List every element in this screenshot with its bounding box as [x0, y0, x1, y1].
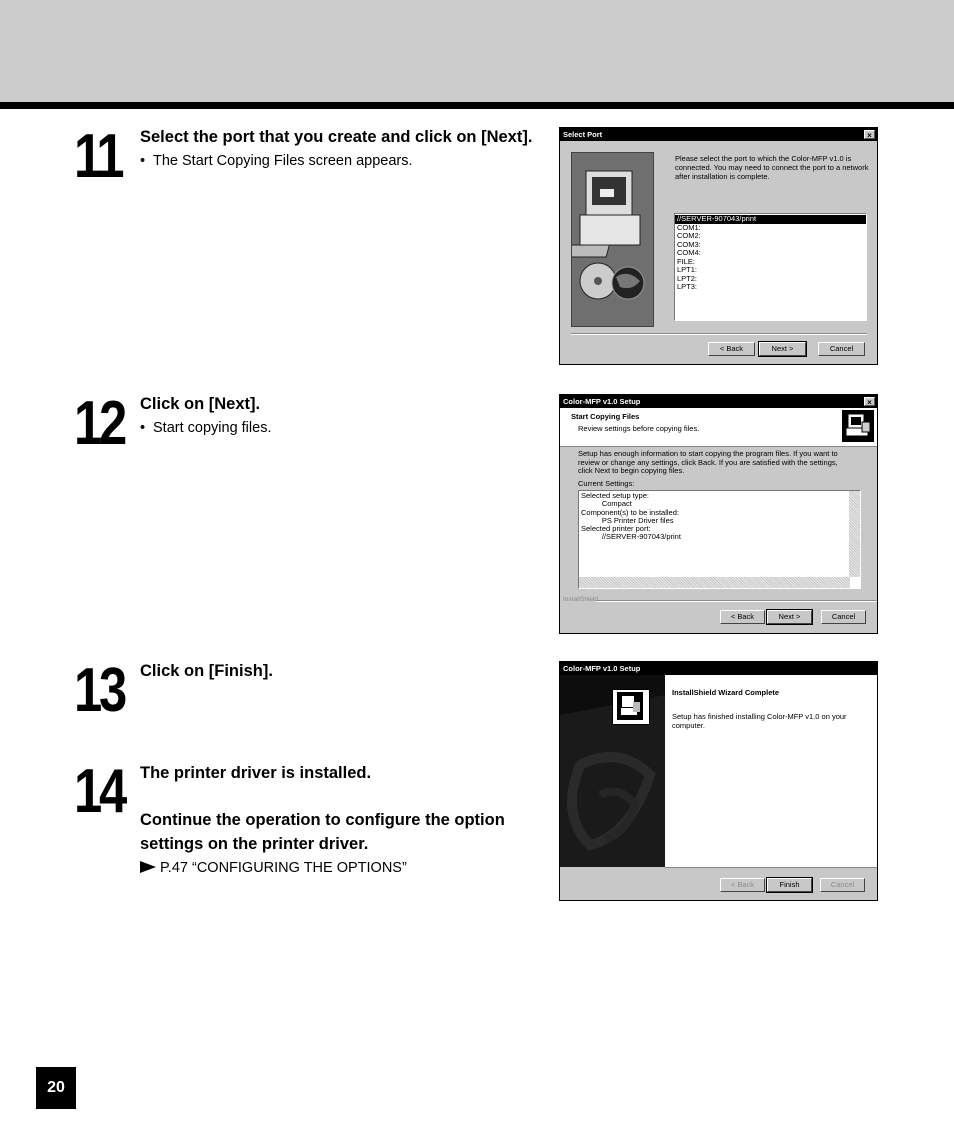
step-number-13: 13 — [74, 656, 124, 725]
step-11-bullet: • The Start Copying Files screen appears. — [140, 153, 413, 169]
port-item[interactable]: FILE: — [677, 256, 695, 266]
wizard-complete-dialog — [559, 661, 878, 901]
current-settings-box[interactable] — [578, 490, 861, 589]
wizard-complete-title: Color-MFP v1.0 Setup — [563, 664, 641, 673]
step-13-heading: Click on [Finish]. — [140, 662, 273, 680]
horizontal-scrollbar[interactable] — [579, 577, 850, 588]
start-copying-dialog — [559, 394, 878, 634]
step-14-reference — [140, 858, 534, 878]
step-14-reference-text: P.47 “CONFIGURING THE OPTIONS” — [160, 860, 407, 876]
step-12-text — [140, 392, 534, 438]
next-button[interactable]: Next > — [759, 342, 806, 356]
step-12-bullet-text: Start copying files. — [153, 420, 272, 436]
close-icon[interactable]: × — [864, 130, 875, 139]
wizard-content-pane — [665, 675, 877, 868]
current-settings-text: Selected setup type: Compact Component(s) to be installed: PS Printer Driver files Selected printer port: //SERVER-907043/print — [581, 491, 681, 542]
step-12-bullet: • Start copying files. — [140, 420, 272, 436]
select-port-title: Select Port — [563, 130, 603, 139]
page-number: 20 — [36, 1067, 76, 1109]
cancel-button[interactable]: Cancel — [820, 878, 865, 892]
step-14-heading: The printer driver is installed. — [140, 764, 372, 782]
port-item[interactable]: LPT3: — [677, 282, 698, 291]
installshield-label: InstallShield — [563, 596, 599, 603]
start-copying-title: Color-MFP v1.0 Setup — [563, 397, 641, 406]
start-copying-header — [560, 408, 877, 447]
vertical-scrollbar[interactable] — [849, 491, 860, 577]
header-title: Start Copying Files — [571, 412, 640, 421]
back-button[interactable]: < Back — [708, 342, 755, 356]
select-port-dialog — [559, 127, 878, 365]
step-12-heading: Click on [Next]. — [140, 395, 261, 413]
start-copying-titlebar — [560, 395, 877, 408]
reference-arrow-icon — [140, 861, 156, 873]
step-number-12: 12 — [74, 389, 124, 458]
wizard-complete-heading: InstallShield Wizard Complete — [672, 688, 780, 697]
port-item[interactable]: LPT1: — [677, 265, 698, 274]
port-item[interactable]: LPT2: — [677, 273, 698, 283]
divider — [571, 333, 867, 335]
header-band — [0, 0, 954, 102]
computer-icon — [842, 410, 874, 442]
wizard-complete-body: Setup has finished installing Color-MFP v1.0 on your computer. — [672, 712, 847, 730]
computer-illustration — [571, 152, 654, 327]
finish-button[interactable]: Finish — [767, 878, 812, 892]
port-item[interactable]: //SERVER-907043/print — [675, 215, 866, 224]
step-number-14: 14 — [74, 757, 124, 826]
current-settings-label: Current Settings: — [578, 479, 635, 488]
port-item[interactable]: COM2: — [677, 231, 701, 240]
port-item[interactable]: COM1: — [677, 222, 701, 232]
next-button[interactable]: Next > — [767, 610, 812, 624]
select-port-titlebar — [560, 128, 877, 141]
port-item[interactable]: COM4: — [677, 248, 701, 257]
wizard-complete-titlebar — [560, 662, 877, 675]
header-rule — [0, 102, 954, 109]
wizard-side-panel — [560, 675, 665, 867]
step-11-bullet-text: The Start Copying Files screen appears. — [153, 153, 413, 169]
back-button[interactable]: < Back — [720, 878, 765, 892]
step-14-text — [140, 761, 534, 878]
port-list[interactable] — [674, 213, 867, 321]
close-icon[interactable]: × — [864, 397, 875, 406]
cancel-button[interactable]: Cancel — [821, 610, 866, 624]
start-copying-body: Setup has enough information to start copying the program files. If you want to review or change any settings, click Back. If you are satisfied with the settings, click Next to begin copying files. — [578, 449, 838, 475]
setup-computer-icon — [612, 689, 650, 725]
port-item[interactable]: COM3: — [677, 239, 701, 249]
header-subtitle: Review settings before copying files. — [578, 424, 700, 433]
step-14-heading-2: Continue the operation to configure the option settings on the printer driver. — [140, 811, 505, 853]
select-port-message: Please select the port to which the Color-MFP v1.0 is connected. You may need to connect the port to a network after installation is complete. — [675, 154, 869, 181]
cancel-button[interactable]: Cancel — [818, 342, 865, 356]
step-13-text — [140, 659, 534, 683]
step-number-11: 11 — [74, 122, 122, 191]
step-11-heading: Select the port that you create and click on [Next]. — [140, 128, 533, 146]
back-button[interactable]: < Back — [720, 610, 765, 624]
divider — [596, 600, 876, 602]
step-11-text — [140, 125, 534, 171]
